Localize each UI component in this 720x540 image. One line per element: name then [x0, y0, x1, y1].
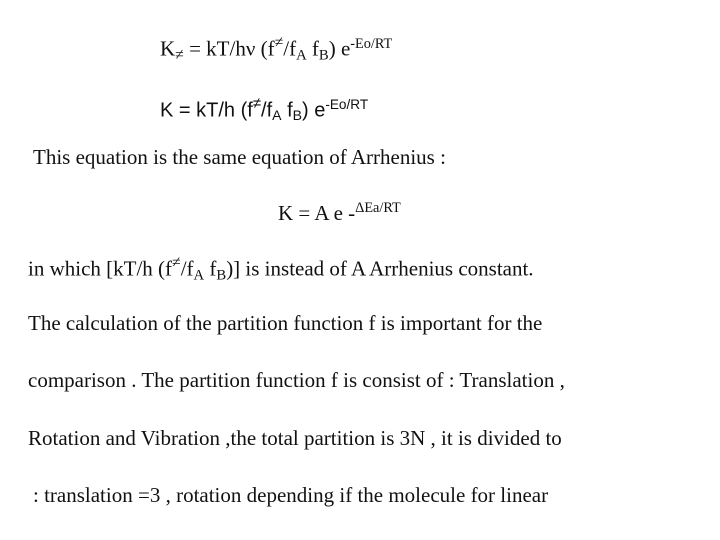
eq1-lhs-sub: ≠: [175, 46, 184, 64]
partition-text-line-2: comparison . The partition function f is consist of : Translation ,: [28, 368, 565, 392]
eq2-head: K = kT/h (f: [160, 99, 253, 122]
eq2-exponent: -Eo/RT: [325, 96, 369, 112]
p2-slash: /f: [180, 256, 194, 281]
eq2-f-sup: ≠: [252, 95, 262, 112]
arrhenius-equation: [278, 200, 401, 226]
eq2-fb: f: [281, 99, 293, 122]
eq1-tail: ) e: [328, 36, 351, 61]
eq2-b-sub: B: [292, 106, 302, 123]
p2-fb: f: [204, 256, 217, 281]
arrhenius-intro-text: This equation is the same equation of Arrhenius :: [33, 145, 446, 169]
eq3-exponent: ΔEa/RT: [355, 200, 401, 216]
eq1-exponent: -Eo/RT: [350, 35, 393, 52]
partition-text-line-3: Rotation and Vibration ,the total partition is 3N , it is divided to: [28, 426, 562, 450]
eq1-f-sup: ≠: [274, 34, 284, 51]
rate-equation-1: [160, 34, 392, 65]
rate-equation-2: [160, 95, 368, 123]
partition-text-line-1: The calculation of the partition function f is important for the: [28, 311, 543, 335]
p2-tail: )] is instead of A Arrhenius constant.: [226, 256, 534, 281]
eq1-lhs: K: [160, 36, 176, 61]
eq2-a-sub: A: [272, 106, 282, 123]
eq1-slash: /f: [283, 36, 297, 61]
eq3-body: K = A e -: [278, 200, 356, 225]
eq1-fb: f: [306, 36, 319, 61]
eq2-slash: /f: [261, 99, 273, 122]
p2-a-sub: A: [193, 267, 205, 284]
eq1-a-sub: A: [296, 47, 307, 64]
eq1-equals: = kT/hν (f: [183, 36, 275, 61]
eq1-b-sub: B: [318, 47, 329, 64]
arrhenius-constant-text: [28, 254, 534, 284]
p2-f-sup: ≠: [172, 254, 181, 271]
p2-b-sub: B: [216, 267, 227, 284]
partition-text-line-4: : translation =3 , rotation depending if the molecule for linear: [33, 483, 549, 507]
p2-head: in which [kT/h (f: [28, 256, 173, 281]
eq2-tail: ) e: [301, 99, 326, 122]
